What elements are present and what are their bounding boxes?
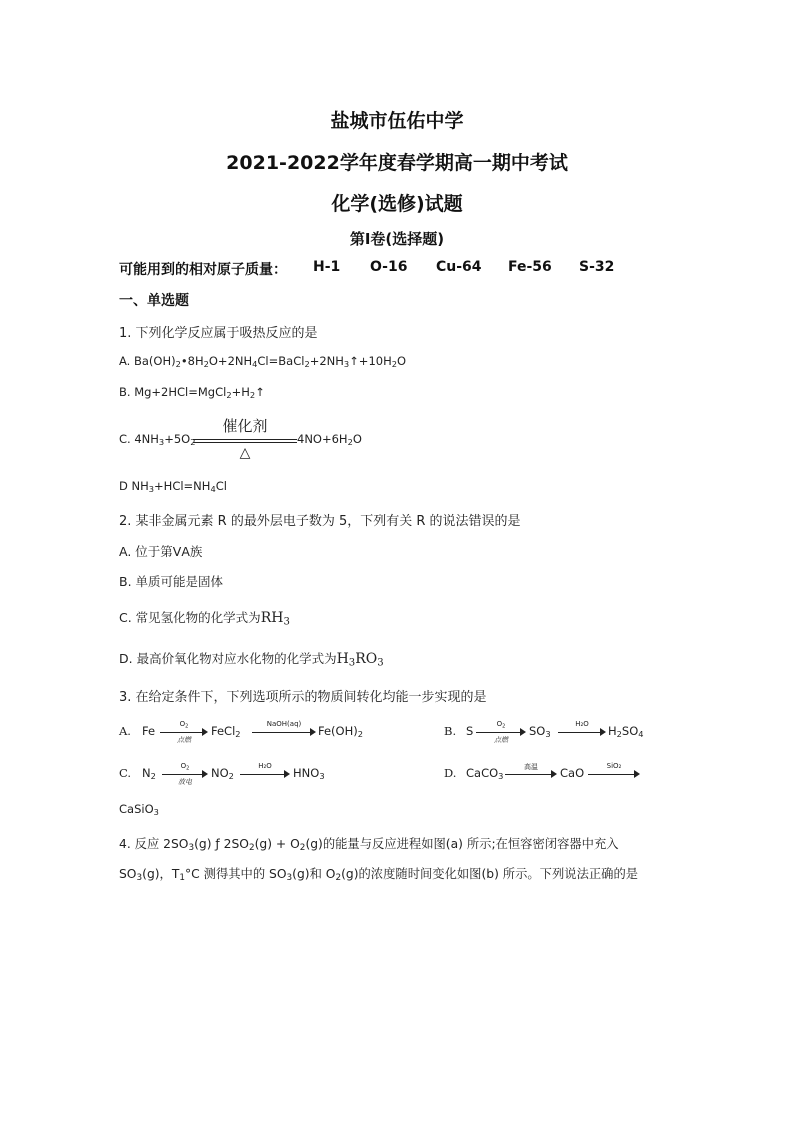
volume-title: 第Ⅰ卷(选择题) — [349, 230, 445, 248]
q3-a-label: A. — [119, 724, 131, 738]
atomic-mass-fe: Fe-56 — [508, 259, 552, 275]
q2-option-b: B. 单质可能是固体 — [119, 574, 224, 589]
q3-c-arrow-2: H₂O — [240, 768, 290, 782]
q4-line-2: $SO_3(g)$，$T_1^\circ C$ 测得其中的 $SO_3(g)$和 $O_2(g)$的浓度随时间变化如图(b) 所示。下列说法正确的是 — [119, 867, 639, 884]
q3-b-arrow-1: $O_2$ 点燃 — [476, 726, 526, 740]
q3-a-fe: Fe — [142, 724, 156, 738]
q1-option-a: A. $Ba(OH)_2•8H_2O+2NH_4Cl=BaCl_2+2NH_3↑+10H_2O$ — [119, 354, 407, 370]
q3-b-so3: $SO_3$ — [529, 724, 551, 740]
q3-a-feoh2: $Fe(OH)_2$ — [318, 724, 363, 740]
q3-d-arrow-1: 高温 — [505, 768, 557, 782]
exam-title: 2021-2022学年度春学期高一期中考试 — [226, 152, 568, 174]
q2-option-c: C. 常见氢化物的化学式为$RH_3$ — [119, 610, 290, 628]
q3-d-cao: CaO — [560, 766, 585, 780]
q3-d-label: D. — [444, 766, 457, 780]
q3-c-arrow-1: $O_2$ 放电 — [162, 768, 208, 782]
q1-c-condition: 催化剂 △ — [193, 417, 297, 463]
atomic-mass-s: S-32 — [579, 259, 615, 275]
q3-c-no2: $NO_2$ — [211, 766, 234, 782]
atomic-mass-o: O-16 — [370, 259, 408, 275]
atomic-mass-h: H-1 — [313, 259, 341, 275]
q3-c-label: C. — [119, 766, 132, 780]
q1-stem: 1. 下列化学反应属于吸热反应的是 — [119, 326, 318, 341]
q3-d-caco3: CaCO$_3$ — [466, 766, 504, 782]
q3-c-hno3: $HNO_3$ — [293, 766, 325, 782]
q1-option-d: D $NH_3+HCl=NH_4Cl$ — [119, 479, 227, 495]
section-heading: 一、单选题 — [119, 293, 189, 309]
q3-c-n2: $N_2$ — [142, 766, 156, 782]
q3-stem: 3. 在给定条件下，下列选项所示的物质间转化均能一步实现的是 — [119, 690, 487, 705]
atomic-mass-label: 可能用到的相对原子质量： — [119, 262, 287, 278]
q1-option-b: B. $Mg+2HCl=MgCl_2+H_2↑$ — [119, 385, 265, 401]
school-name: 盐城市伍佑中学 — [330, 110, 464, 132]
q3-d-arrow-2: SiO₂ — [588, 768, 640, 782]
subject-title: 化学(选修)试题 — [331, 193, 463, 215]
q2-stem: 2. 某非金属元素 R 的最外层电子数为 5，下列有关 R 的说法错误的是 — [119, 514, 521, 529]
q3-b-s: S — [466, 724, 474, 738]
q3-a-fecl2: FeCl$_2$ — [211, 724, 241, 740]
q3-d-casio3: CaSiO$_3$ — [119, 802, 159, 818]
q1-option-c: C. $4NH_3+5O_2$ — [119, 432, 196, 448]
q1-c-products: $4NO+6H_2O$ — [297, 432, 362, 448]
q3-b-arrow-2: H₂O — [558, 726, 606, 740]
q3-a-arrow-2: NaOH(aq) — [252, 726, 316, 740]
q3-a-arrow-1: $O_2$ 点燃 — [160, 726, 208, 740]
q4-line-1: 4. 反应 $2SO_3(g)$ ƒ $2SO_2(g) + O_2(g)$的能量与反应进程如图(a) 所示;在恒容密闭容器中充入 — [119, 837, 619, 854]
q2-option-a: A. 位于第ⅤA族 — [119, 544, 203, 559]
q3-b-label: B. — [444, 724, 457, 738]
q3-b-h2so4: $H_2SO_4$ — [608, 724, 644, 740]
q2-option-d: D. 最高价氧化物对应水化物的化学式为$H_3RO_3$ — [119, 651, 384, 669]
atomic-mass-cu: Cu-64 — [436, 259, 482, 275]
atomic-mass-line — [119, 259, 639, 279]
